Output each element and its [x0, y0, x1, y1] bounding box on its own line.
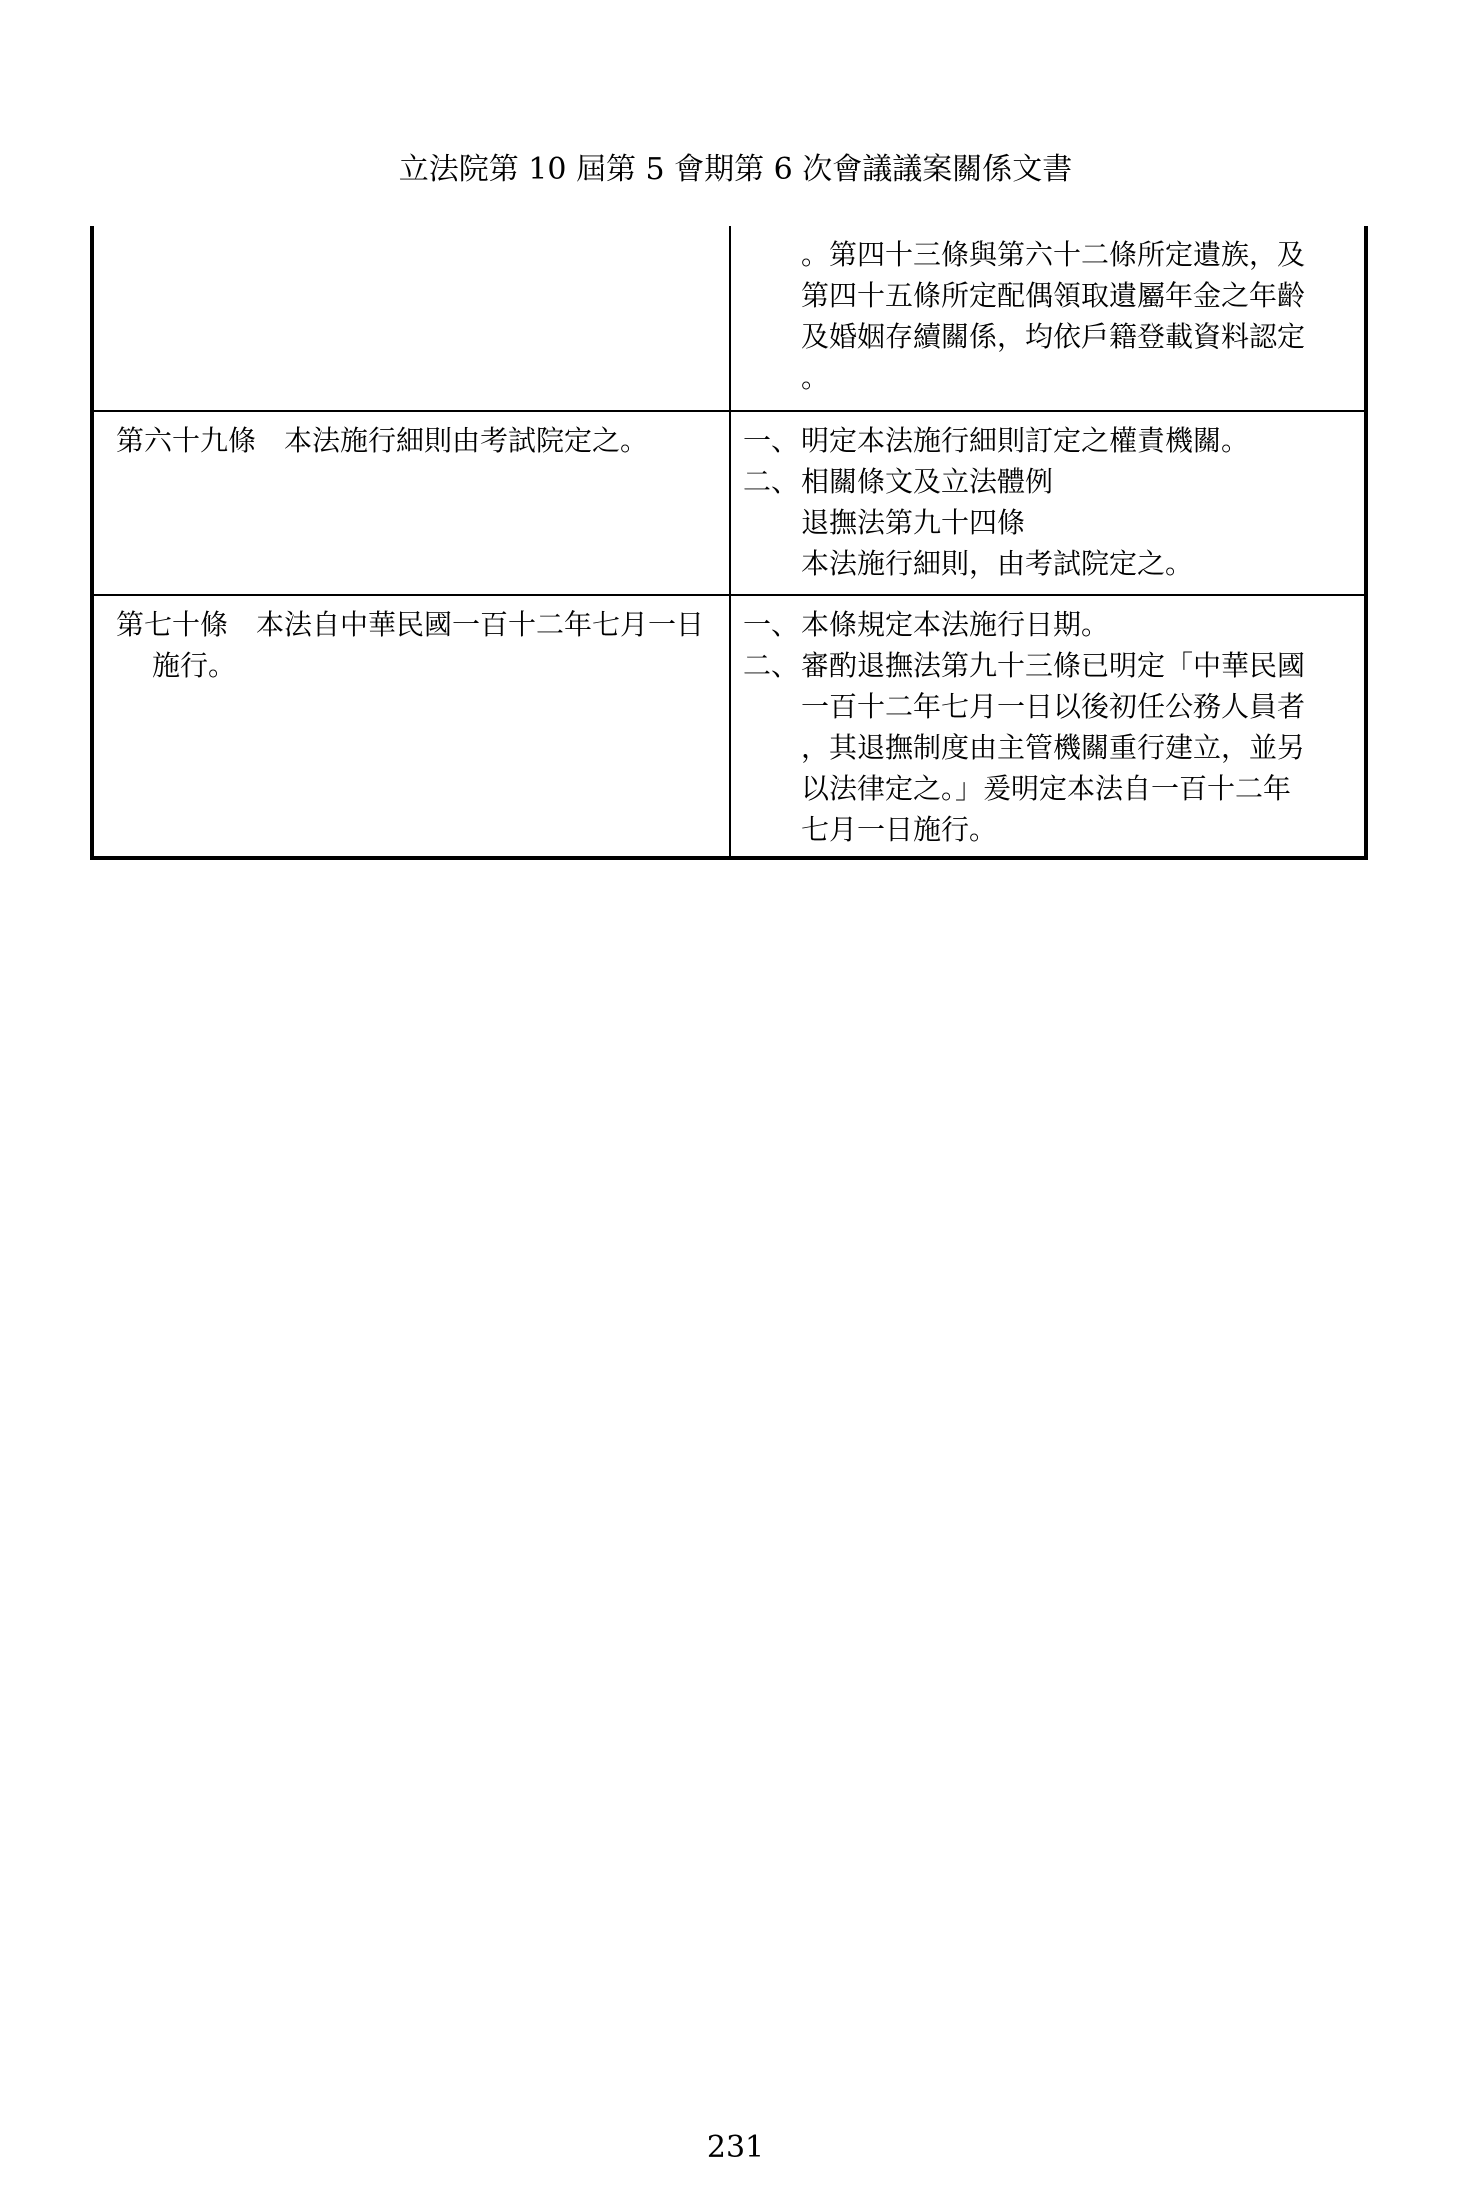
comparison-table — [90, 226, 1368, 860]
explanation-cell — [731, 596, 1364, 856]
explanation-cell — [731, 226, 1364, 410]
explanation-cell — [731, 412, 1364, 594]
item-text: 明定本法施行細則訂定之權責機關。 — [801, 424, 1250, 457]
item-text: 七月一日施行。 — [801, 813, 998, 846]
table-row — [94, 594, 1364, 856]
item-number: 二、 — [743, 649, 800, 682]
table-row-continuation — [94, 226, 1364, 410]
item-text: 本法施行細則，由考試院定之。 — [801, 547, 1194, 580]
page-header: 立法院第 10 屆第 5 會期第 6 次會議議案關係文書 — [398, 152, 1073, 187]
article-cell — [94, 412, 731, 594]
explanation-item — [743, 604, 1348, 645]
text-line: 。 — [801, 361, 830, 394]
table-row — [94, 410, 1364, 594]
article-text: 第七十條 本法自中華民國一百十二年七月一日施行。 — [116, 608, 705, 682]
page-number: 231 — [706, 2130, 765, 2165]
item-number: 一、 — [743, 424, 800, 457]
item-text: 審酌退撫法第九十三條已明定「中華民國 — [801, 649, 1306, 682]
explanation-item — [743, 645, 1348, 686]
text-line: 。第四十三條與第六十二條所定遺族，及 — [801, 238, 1306, 271]
article-text: 第六十九條 本法施行細則由考試院定之。 — [116, 424, 649, 457]
article-cell-empty — [94, 226, 731, 410]
explanation-item — [743, 420, 1348, 461]
text-line: 第四十五條所定配偶領取遺屬年金之年齡 — [801, 279, 1306, 312]
article-cell — [94, 596, 731, 856]
item-number: 二、 — [743, 465, 800, 498]
item-text: ，其退撫制度由主管機關重行建立，並另 — [801, 731, 1306, 764]
item-text: 相關條文及立法體例 — [801, 465, 1054, 498]
item-text: 一百十二年七月一日以後初任公務人員者 — [801, 690, 1306, 723]
explanation-item — [743, 461, 1348, 502]
item-text: 退撫法第九十四條 — [801, 506, 1026, 539]
item-number: 一、 — [743, 608, 800, 641]
item-text: 本條規定本法施行日期。 — [801, 608, 1110, 641]
item-text: 以法律定之。」爰明定本法自一百十二年 — [801, 772, 1292, 805]
text-line: 及婚姻存續關係，均依戶籍登載資料認定 — [801, 320, 1306, 353]
